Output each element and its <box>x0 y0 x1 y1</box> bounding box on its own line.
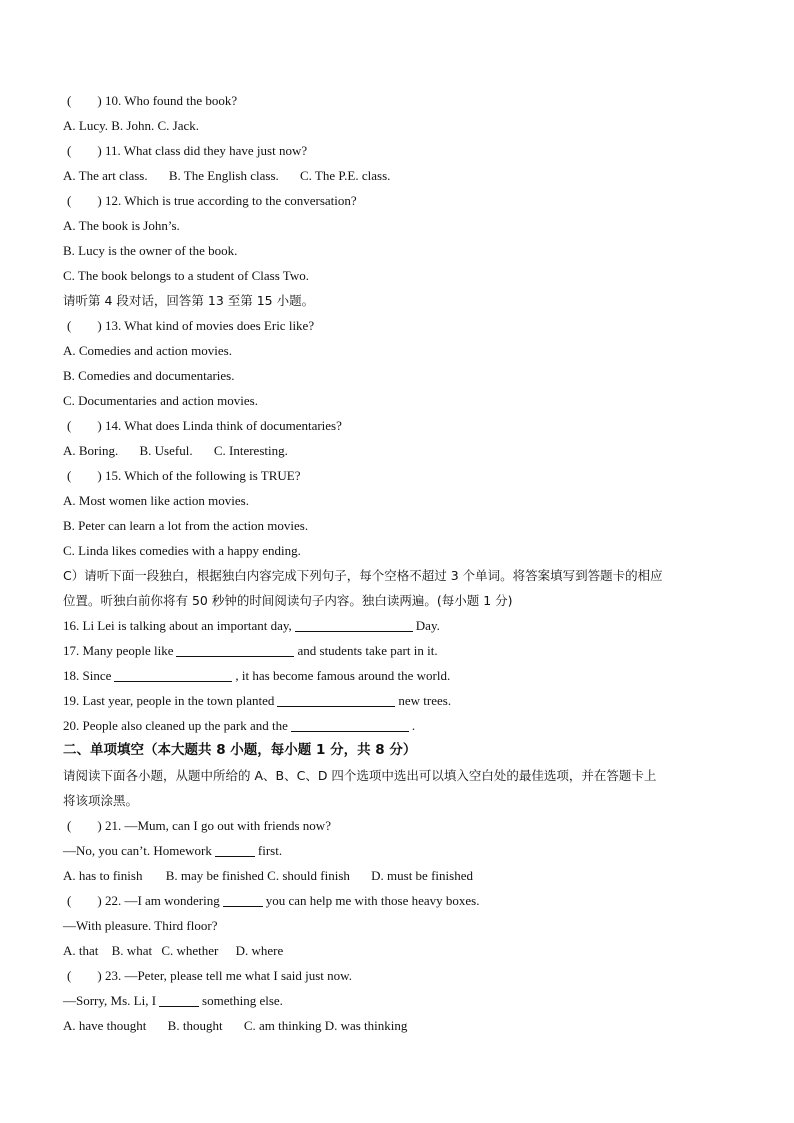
answer-paren-close: ) <box>97 893 102 908</box>
sentence-start: 17. Many people like <box>63 643 174 658</box>
option-c: C. Jack. <box>157 118 200 133</box>
question-stem: 15. Which of the following is TRUE? <box>104 468 301 483</box>
option-c: C. should finish <box>267 868 350 883</box>
option-a: A. has to finish <box>63 868 143 883</box>
answer-paren-open: ( <box>67 143 72 158</box>
question-16 <box>63 613 733 638</box>
option-12-c: C. The book belongs to a student of Class Two. <box>63 268 309 283</box>
reply-21 <box>63 838 733 863</box>
answer-blank[interactable] <box>159 993 199 1007</box>
answer-paren-open: ( <box>67 418 72 433</box>
answer-blank[interactable] <box>114 668 232 682</box>
question-20 <box>63 713 733 738</box>
option-b: B. Useful. <box>139 443 193 458</box>
answer-paren-open: ( <box>67 318 72 333</box>
answer-paren-open: ( <box>67 193 72 208</box>
option-c: C. Interesting. <box>213 443 288 458</box>
section-2-heading: 二、单项填空（本大题共 8 小题，每小题 1 分，共 8 分） <box>63 742 417 758</box>
answer-paren-open: ( <box>67 893 72 908</box>
reply-start: —Sorry, Ms. Li, I <box>63 993 157 1008</box>
section-4-instruction: 请听第 4 段对话，回答第 13 至第 15 小题。 <box>63 293 315 308</box>
option-a: A. The art class. <box>63 168 148 183</box>
reply-end: first. <box>257 843 283 858</box>
sentence-end: . <box>411 718 416 733</box>
answer-paren-close: ) <box>97 143 102 158</box>
question-21 <box>63 813 733 838</box>
option-a: A. that <box>63 943 99 958</box>
option-a: A. have thought <box>63 1018 147 1033</box>
options-23 <box>63 1013 733 1038</box>
question-stem: 12. Which is true according to the conversation? <box>104 193 357 208</box>
question-stem-start: 22. —I am wondering <box>104 893 220 908</box>
sentence-end: , it has become famous around the world. <box>235 668 451 683</box>
options-22 <box>63 938 733 963</box>
question-stem-end: you can help me with those heavy boxes. <box>265 893 480 908</box>
question-13 <box>63 313 733 338</box>
option-15-c: C. Linda likes comedies with a happy ending. <box>63 543 301 558</box>
section-2-instruction-line-1: 请阅读下面各小题，从题中所给的 A、B、C、D 四个选项中选出可以填入空白处的最佳选项，并在答题卡上 <box>63 768 657 783</box>
question-12 <box>63 188 733 213</box>
question-22 <box>63 888 733 913</box>
option-b: B. what <box>111 943 153 958</box>
option-c: C. whether <box>161 943 219 958</box>
answer-blank[interactable] <box>215 843 255 857</box>
question-19 <box>63 688 733 713</box>
question-14 <box>63 413 733 438</box>
reply-22: —With pleasure. Third floor? <box>63 918 218 933</box>
question-18 <box>63 663 733 688</box>
option-a: A. Lucy. <box>63 118 109 133</box>
option-13-b: B. Comedies and documentaries. <box>63 368 235 383</box>
question-stem: 21. —Mum, can I go out with friends now? <box>104 818 331 833</box>
question-stem: 23. —Peter, please tell me what I said just now. <box>104 968 352 983</box>
answer-paren-close: ) <box>97 93 102 108</box>
answer-paren-open: ( <box>67 818 72 833</box>
part-c-instruction-line-1: C）请听下面一段独白，根据独白内容完成下列句子，每个空格不超过 3 个单词。将答案填写到答题卡的相应 <box>63 568 663 583</box>
option-d: D. must be finished <box>371 868 473 883</box>
answer-paren-close: ) <box>97 193 102 208</box>
sentence-start: 19. Last year, people in the town planted <box>63 693 275 708</box>
answer-blank[interactable] <box>176 643 294 657</box>
question-stem: 14. What does Linda think of documentaries? <box>104 418 342 433</box>
options-21 <box>63 863 733 888</box>
option-b: B. may be finished <box>165 868 264 883</box>
options-11 <box>63 163 733 188</box>
reply-23 <box>63 988 733 1013</box>
option-13-a: A. Comedies and action movies. <box>63 343 232 358</box>
question-stem: 11. What class did they have just now? <box>104 143 308 158</box>
options-10 <box>63 113 733 138</box>
sentence-start: 18. Since <box>63 668 112 683</box>
option-b: B. The English class. <box>168 168 279 183</box>
part-c-instruction-line-2: 位置。听独白前你将有 50 秒钟的时间阅读句子内容。独白读两遍。(每小题 1 分) <box>63 593 513 608</box>
answer-paren-open: ( <box>67 468 72 483</box>
question-stem: 10. Who found the book? <box>104 93 238 108</box>
option-d: D. where <box>235 943 284 958</box>
reply-end: something else. <box>202 993 283 1008</box>
answer-blank[interactable] <box>295 618 413 632</box>
option-15-b: B. Peter can learn a lot from the action movies. <box>63 518 309 533</box>
question-15 <box>63 463 733 488</box>
option-d: D. was thinking <box>324 1018 408 1033</box>
answer-paren-open: ( <box>67 968 72 983</box>
answer-paren-close: ) <box>97 418 102 433</box>
option-b: B. John. <box>111 118 155 133</box>
exam-page <box>63 88 733 1038</box>
options-14 <box>63 438 733 463</box>
question-10 <box>63 88 733 113</box>
sentence-start: 16. Li Lei is talking about an important day, <box>63 618 292 633</box>
option-15-a: A. Most women like action movies. <box>63 493 249 508</box>
option-12-a: A. The book is John’s. <box>63 218 180 233</box>
answer-blank[interactable] <box>223 893 263 907</box>
option-c: C. The P.E. class. <box>300 168 391 183</box>
answer-blank[interactable] <box>277 693 395 707</box>
question-17 <box>63 638 733 663</box>
reply-start: —No, you can’t. Homework <box>63 843 212 858</box>
question-stem: 13. What kind of movies does Eric like? <box>104 318 315 333</box>
answer-paren-close: ) <box>97 968 102 983</box>
answer-paren-close: ) <box>97 468 102 483</box>
answer-paren-open: ( <box>67 93 72 108</box>
option-a: A. Boring. <box>63 443 119 458</box>
option-13-c: C. Documentaries and action movies. <box>63 393 258 408</box>
question-11 <box>63 138 733 163</box>
question-23 <box>63 963 733 988</box>
answer-paren-close: ) <box>97 818 102 833</box>
option-c: C. am thinking <box>243 1018 322 1033</box>
answer-blank[interactable] <box>291 718 409 732</box>
answer-paren-close: ) <box>97 318 102 333</box>
sentence-end: Day. <box>415 618 440 633</box>
option-b: B. thought <box>167 1018 223 1033</box>
sentence-start: 20. People also cleaned up the park and the <box>63 718 288 733</box>
option-12-b: B. Lucy is the owner of the book. <box>63 243 238 258</box>
sentence-end: and students take part in it. <box>297 643 438 658</box>
section-2-instruction-line-2: 将该项涂黑。 <box>63 793 139 808</box>
sentence-end: new trees. <box>398 693 452 708</box>
